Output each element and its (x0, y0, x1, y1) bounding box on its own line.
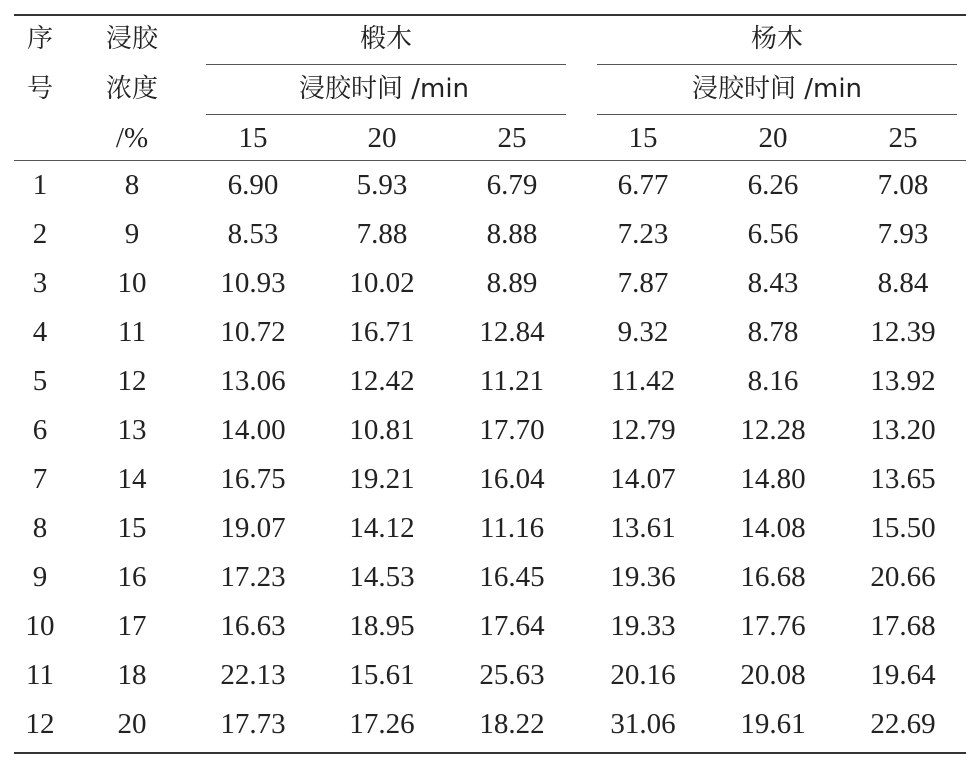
header-concentration-line1: 浸胶 (105, 24, 159, 54)
row-value: 22.69 (870, 708, 936, 740)
row-value: 10.81 (349, 414, 415, 446)
row-value: 17.64 (479, 610, 545, 642)
row-value: 7.87 (617, 267, 669, 299)
header-concentration-unit: /% (115, 122, 149, 154)
header-bottom-rule (14, 160, 966, 161)
row-value: 14.80 (740, 463, 806, 495)
row-value: 16.71 (349, 316, 415, 348)
row-concentration: 9 (124, 218, 140, 250)
bottom-rule (14, 752, 966, 754)
row-value: 17.26 (349, 708, 415, 740)
row-concentration: 8 (124, 169, 140, 201)
row-value: 6.26 (747, 169, 799, 201)
row-value: 16.04 (479, 463, 545, 495)
row-value: 18.22 (479, 708, 545, 740)
top-rule (14, 14, 966, 16)
row-value: 17.73 (220, 708, 286, 740)
header-time-20-basswood: 20 (367, 122, 397, 154)
row-value: 19.61 (740, 708, 806, 740)
row-value: 25.63 (479, 659, 545, 691)
row-concentration: 12 (117, 365, 147, 397)
row-index: 7 (32, 463, 48, 495)
row-concentration: 10 (117, 267, 147, 299)
row-value: 15.61 (349, 659, 415, 691)
row-value: 11.21 (479, 365, 545, 397)
row-index: 11 (26, 659, 54, 691)
header-time-15-basswood: 15 (238, 122, 268, 154)
header-time-label-poplar: 浸胶时间 /min (691, 74, 863, 104)
row-value: 13.61 (610, 512, 676, 544)
row-index: 8 (32, 512, 48, 544)
group1-rule (206, 64, 566, 65)
row-value: 5.93 (356, 169, 408, 201)
time1-rule (206, 114, 566, 115)
row-value: 8.78 (747, 316, 799, 348)
row-value: 15.50 (870, 512, 936, 544)
row-value: 12.39 (870, 316, 936, 348)
row-value: 7.88 (356, 218, 408, 250)
row-concentration: 15 (117, 512, 147, 544)
row-value: 11.42 (610, 365, 676, 397)
row-value: 20.66 (870, 561, 936, 593)
row-index: 6 (32, 414, 48, 446)
row-value: 6.56 (747, 218, 799, 250)
header-concentration-line2: 浓度 (105, 74, 159, 104)
row-value: 7.23 (617, 218, 669, 250)
row-value: 8.84 (877, 267, 929, 299)
row-value: 7.08 (877, 169, 929, 201)
row-concentration: 14 (117, 463, 147, 495)
header-index-line1: 序 (26, 24, 54, 54)
row-value: 16.68 (740, 561, 806, 593)
row-value: 9.32 (617, 316, 669, 348)
row-index: 1 (32, 169, 48, 201)
row-index: 5 (32, 365, 48, 397)
row-value: 18.95 (349, 610, 415, 642)
row-value: 17.70 (479, 414, 545, 446)
row-value: 19.33 (610, 610, 676, 642)
row-value: 14.53 (349, 561, 415, 593)
row-value: 13.06 (220, 365, 286, 397)
row-value: 17.76 (740, 610, 806, 642)
row-value: 7.93 (877, 218, 929, 250)
row-value: 12.79 (610, 414, 676, 446)
row-value: 20.16 (610, 659, 676, 691)
row-value: 12.42 (349, 365, 415, 397)
row-index: 3 (32, 267, 48, 299)
row-value: 10.72 (220, 316, 286, 348)
row-value: 8.53 (227, 218, 279, 250)
header-time-15-poplar: 15 (628, 122, 658, 154)
time2-rule (597, 114, 957, 115)
row-index: 12 (25, 708, 55, 740)
row-concentration: 17 (117, 610, 147, 642)
row-value: 11.16 (479, 512, 545, 544)
row-value: 16.45 (479, 561, 545, 593)
row-value: 19.21 (349, 463, 415, 495)
row-index: 9 (32, 561, 48, 593)
row-concentration: 13 (117, 414, 147, 446)
row-value: 12.28 (740, 414, 806, 446)
row-value: 19.07 (220, 512, 286, 544)
row-value: 16.63 (220, 610, 286, 642)
row-value: 6.77 (617, 169, 669, 201)
row-concentration: 16 (117, 561, 147, 593)
header-time-25-poplar: 25 (888, 122, 918, 154)
row-value: 8.16 (747, 365, 799, 397)
header-time-25-basswood: 25 (497, 122, 527, 154)
row-value: 8.89 (486, 267, 538, 299)
row-value: 19.36 (610, 561, 676, 593)
row-value: 20.08 (740, 659, 806, 691)
row-concentration: 20 (117, 708, 147, 740)
row-concentration: 11 (118, 316, 146, 348)
header-group-basswood: 椴木 (359, 24, 413, 54)
row-value: 19.64 (870, 659, 936, 691)
header-time-label-basswood: 浸胶时间 /min (298, 74, 470, 104)
row-value: 14.08 (740, 512, 806, 544)
header-time-20-poplar: 20 (758, 122, 788, 154)
row-value: 14.07 (610, 463, 676, 495)
header-index-line2: 号 (26, 74, 54, 104)
row-value: 17.23 (220, 561, 286, 593)
row-value: 22.13 (220, 659, 286, 691)
row-value: 17.68 (870, 610, 936, 642)
row-concentration: 18 (117, 659, 147, 691)
row-value: 10.93 (220, 267, 286, 299)
row-value: 16.75 (220, 463, 286, 495)
row-value: 14.12 (349, 512, 415, 544)
row-value: 31.06 (610, 708, 676, 740)
row-value: 10.02 (349, 267, 415, 299)
row-index: 4 (32, 316, 48, 348)
row-value: 6.79 (486, 169, 538, 201)
row-index: 2 (32, 218, 48, 250)
row-value: 12.84 (479, 316, 545, 348)
row-value: 13.92 (870, 365, 936, 397)
row-value: 8.88 (486, 218, 538, 250)
row-value: 13.20 (870, 414, 936, 446)
header-group-poplar: 杨木 (750, 24, 804, 54)
row-value: 14.00 (220, 414, 286, 446)
row-value: 8.43 (747, 267, 799, 299)
row-value: 13.65 (870, 463, 936, 495)
group2-rule (597, 64, 957, 65)
row-value: 6.90 (227, 169, 279, 201)
row-index: 10 (25, 610, 55, 642)
